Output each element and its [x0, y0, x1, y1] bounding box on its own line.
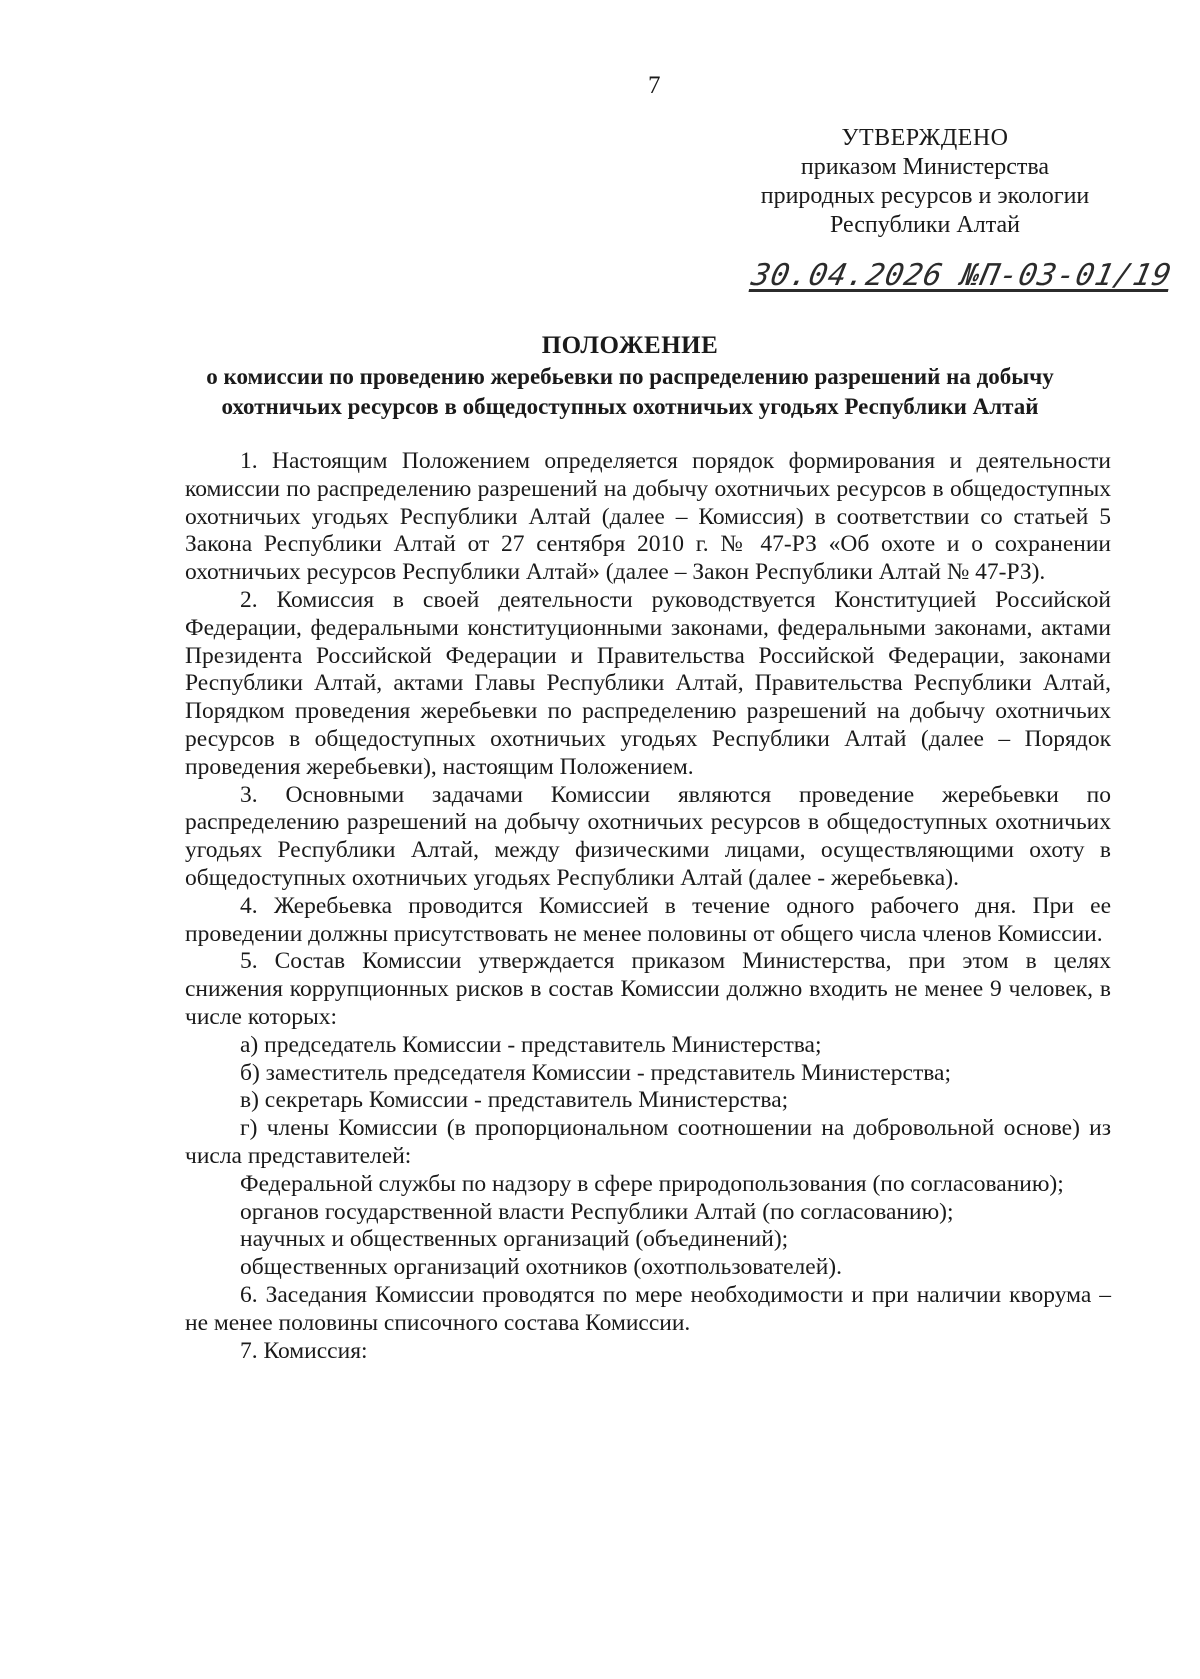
document-body	[185, 448, 1111, 1365]
page-number: 7	[648, 72, 661, 99]
sub-item-scientific-orgs: научных и общественных организаций (объединений);	[240, 1226, 789, 1253]
paragraph-3: 3. Основными задачами Комиссии являются проведение жеребьевки по распределению разрешений на добычу охотничьих ресурсов в общедоступных охотничьих угодьях Республики Алтай, между физическими лицами, осуществляющими охоту в общедоступных охотничьих угодьях Республики Алтай (далее - жеребьевка).	[185, 781, 1111, 891]
approval-line-3: Республики Алтай	[830, 212, 1020, 238]
document-subtitle-line-1: о комиссии по проведению жеребьевки по распределению разрешений на добычу	[206, 364, 1054, 389]
list-item-c: в) секретарь Комиссии - представитель Министерства;	[240, 1087, 789, 1114]
paragraph-7: 7. Комиссия:	[240, 1337, 368, 1364]
sub-item-state-authorities: органов государственной власти Республики Алтай (по согласованию);	[240, 1198, 954, 1225]
paragraph-5: 5. Состав Комиссии утверждается приказом Министерства, при этом в целях снижения коррупционных рисков в состав Комиссии должно входить не менее 9 человек, в числе которых:	[185, 948, 1111, 1030]
paragraph-1: 1. Настоящим Положением определяется порядок формирования и деятельности комиссии по распределению разрешений на добычу охотничьих ресурсов в общедоступных охотничьих угодьях Республики Алтай (далее – Комиссия) в соответствии со статьей 5 Закона Республики Алтай от 27 сентября 2010 г. № 47-РЗ «Об охоте и о сохранении охотничьих ресурсов Республики Алтай» (далее – Закон Республики Алтай № 47-РЗ).	[185, 448, 1111, 586]
list-item-b: б) заместитель председателя Комиссии - представитель Министерства;	[240, 1059, 951, 1086]
paragraph-4: 4. Жеребьевка проводится Комиссией в течение одного рабочего дня. При ее проведении должны присутствовать не менее половины от общего числа членов Комиссии.	[185, 892, 1111, 947]
sub-item-hunters-orgs: общественных организаций охотников (охотпользователей).	[240, 1254, 842, 1281]
handwritten-date-number: 30.04.2026 №П-03-01/19	[748, 258, 1176, 293]
document-header	[150, 330, 1110, 422]
approval-line-1: приказом Министерства	[800, 154, 1050, 180]
paragraph-6: 6. Заседания Комиссии проводятся по мере необходимости и при наличии кворума – не менее половины списочного состава Комиссии.	[185, 1281, 1111, 1336]
approval-line-2: природных ресурсов и экологии	[760, 183, 1090, 209]
list-item-a: а) председатель Комиссии - представитель Министерства;	[240, 1031, 822, 1058]
document-title: ПОЛОЖЕНИЕ	[541, 332, 719, 359]
paragraph-2: 2. Комиссия в своей деятельности руководствуется Конституцией Российской Федерации, федеральными конституционными законами, федеральными законами, актами Президента Российской Федерации и Правительства Российской Федерации, законами Республики Алтай, актами Главы Республики Алтай, Правительства Республики Алтай, Порядком проведения жеребьевки по распределению разрешений на добычу охотничьих ресурсов в общедоступных охотничьих угодьях Республики Алтай (далее – Порядок проведения жеребьевки), настоящим Положением.	[185, 586, 1111, 780]
approved-label: УТВЕРЖДЕНО	[841, 125, 1009, 151]
approval-stamp-block	[740, 124, 1110, 240]
list-item-d: г) члены Комиссии (в пропорциональном соотношении на добровольной основе) из числа представителей:	[185, 1115, 1111, 1169]
document-subtitle-line-2: охотничьих ресурсов в общедоступных охотничьих угодьях Республики Алтай	[221, 394, 1039, 419]
sub-item-federal-service: Федеральной службы по надзору в сфере природопользования (по согласованию);	[240, 1170, 1064, 1197]
